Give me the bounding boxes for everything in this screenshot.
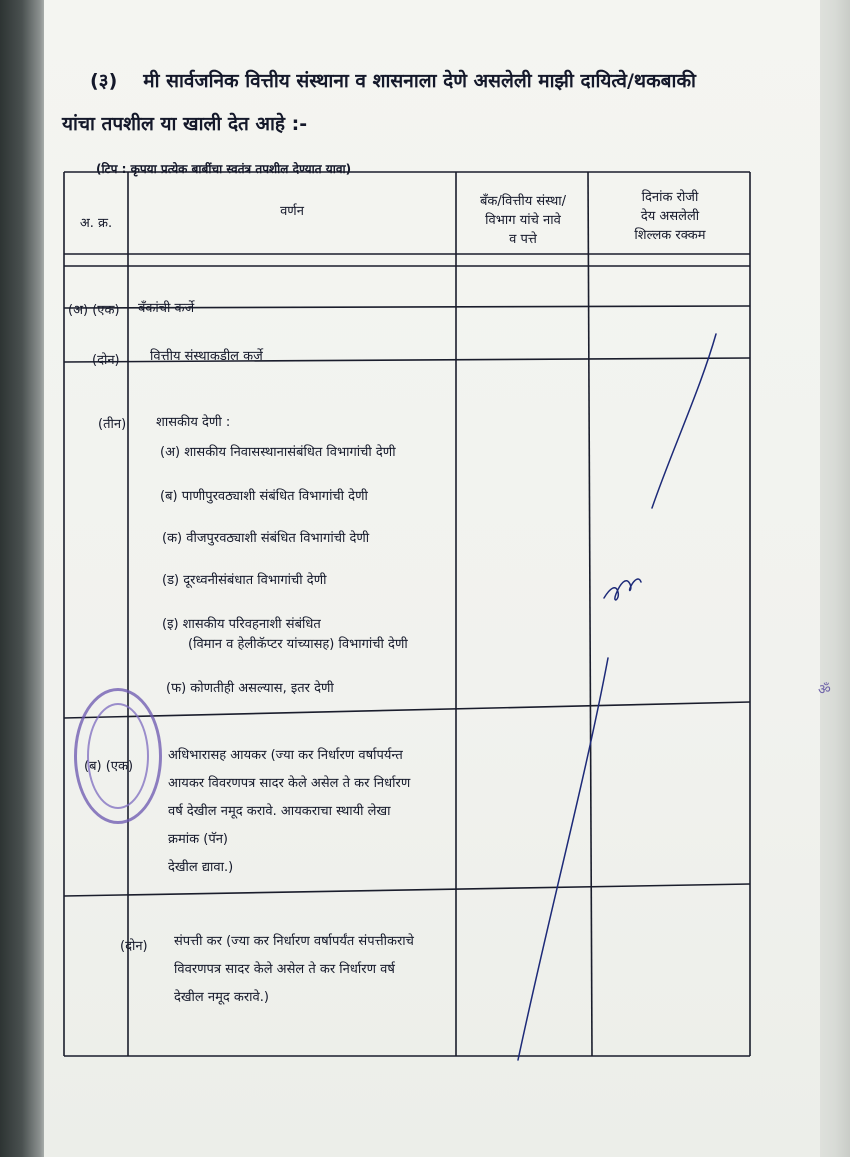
section-heading-line1: मी सार्वजनिक वित्तीय संस्थाना व शासनाला देणे असलेली माझी दायित्वे/थकबाकी: [143, 70, 696, 92]
row-serial: (दोन): [92, 353, 120, 368]
description-line: अधिभारासह आयकर (ज्या कर निर्धारण वर्षापर्यन्त: [168, 748, 403, 763]
description-line: देखील नमूद करावे.): [174, 990, 269, 1005]
description-line: संपत्ती कर (ज्या कर निर्धारण वर्षापर्यंत संपत्तीकराचे: [174, 934, 414, 949]
strike-line-upper: [652, 334, 716, 508]
initials-scribble: [604, 579, 641, 600]
section-number: (३): [90, 70, 118, 92]
description-line: देखील द्यावा.): [168, 860, 234, 875]
row-serial: (तीन): [98, 417, 127, 432]
strike-line-lower: [518, 658, 608, 1060]
header-balance-line: देय असलेली: [640, 209, 700, 224]
description-line: क्रमांक (पॅन): [168, 832, 228, 847]
header-balance-line: दिनांक रोजी: [641, 190, 699, 205]
list-item: (विमान व हेलीकॅप्टर यांच्यासह) विभागांची देणी: [188, 637, 408, 652]
header-description: वर्णन: [280, 204, 304, 219]
row-description: वित्तीय संस्थाकडील कर्जे: [150, 349, 263, 364]
header-institution-line: व पत्ते: [509, 232, 537, 247]
row-serial: (अ) (एक): [68, 303, 120, 318]
list-item: (अ) शासकीय निवासस्थानासंबंधित विभागांची देणी: [160, 445, 396, 460]
row-description: शासकीय देणी :: [156, 415, 231, 430]
section-heading-line2: यांचा तपशील या खाली देत आहे :-: [62, 113, 308, 135]
list-item: (क) वीजपुरवठ्याशी संबंधित विभागांची देणी: [162, 531, 370, 546]
header-institution-line: बँक/वित्तीय संस्था/: [479, 194, 567, 209]
header-institution-line: विभाग यांचे नावे: [485, 213, 561, 228]
list-item: (इ) शासकीय परिवहनाशी संबंधित: [162, 617, 321, 632]
margin-mark: ॐ: [818, 682, 831, 698]
description-line: विवरणपत्र सादर केले असेल ते कर निर्धारण वर्ष: [174, 962, 395, 977]
description-line: आयकर विवरणपत्र सादर केले असेल ते कर निर्धारण: [168, 776, 411, 791]
row-description: बँकांची कर्जे: [138, 301, 195, 316]
row-serial: (दोन): [120, 939, 148, 954]
row-serial: (ब) (एक): [84, 759, 134, 774]
header-balance-line: शिल्लक रक्कम: [634, 228, 706, 243]
list-item: (फ) कोणतीही असल्यास, इतर देणी: [166, 681, 334, 696]
list-item: (ड) दूरध्वनीसंबंधात विभागांची देणी: [162, 573, 327, 588]
instruction-note: (टिप : कृपया प्रत्येक बाबींचा स्वतंत्र तपशील देण्यात यावा): [96, 162, 352, 176]
header-serial: अ. क्र.: [79, 216, 113, 231]
description-line: वर्ष देखील नमूद करावे. आयकराचा स्थायी लेखा: [168, 804, 391, 819]
list-item: (ब) पाणीपुरवठ्याशी संबंधित विभागांची देणी: [160, 489, 368, 504]
